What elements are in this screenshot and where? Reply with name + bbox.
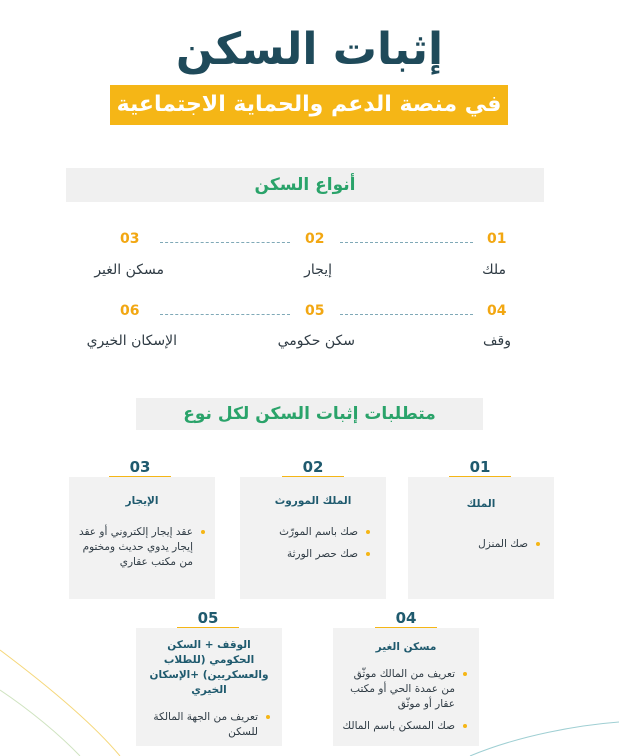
bullet-dot-icon	[266, 715, 270, 719]
list-item: صك باسم المورّث	[250, 525, 372, 540]
card-title: الوقف + السكن الحكومي (للطلاب والعسكريين) +الإسكان الخيري	[149, 639, 269, 696]
bullet-dot-icon	[536, 542, 540, 546]
card-list	[144, 710, 272, 740]
bullet-dot-icon	[463, 672, 467, 676]
card-list	[250, 525, 372, 562]
list-item: صك المنزل	[418, 537, 542, 552]
type-divider	[160, 314, 290, 315]
types-section-title: أنواع السكن	[254, 175, 356, 195]
card-list	[418, 537, 542, 552]
type-number-01: 01	[487, 231, 507, 247]
page-subtitle: في منصة الدعم والحماية الاجتماعية	[116, 92, 502, 117]
type-divider	[160, 242, 290, 243]
card-number-03: 03	[129, 458, 151, 476]
type-divider	[340, 314, 473, 315]
list-item: صك المسكن باسم المالك	[341, 719, 469, 734]
list-item: تعريف من الجهة المالكة للسكن	[144, 710, 272, 740]
card-number-04: 04	[395, 609, 417, 627]
page-title: إثبات السكن	[175, 24, 444, 75]
type-number-05: 05	[305, 303, 325, 319]
type-label-05: سكن حكومي	[277, 333, 355, 349]
bullet-dot-icon	[366, 552, 370, 556]
list-item: تعريف من المالك موثّق من عمدة الحي أو مكتب عقار أو موثّق	[341, 667, 469, 712]
requirement-card-05	[136, 628, 282, 746]
requirements-section-title: متطلبات إثبات السكن لكل نوع	[183, 404, 436, 424]
card-title: الإيجار	[125, 495, 159, 507]
type-divider	[340, 242, 473, 243]
card-number-05: 05	[197, 609, 219, 627]
type-label-03: مسكن الغير	[94, 262, 164, 278]
bullet-dot-icon	[201, 530, 205, 534]
bullet-dot-icon	[366, 530, 370, 534]
card-list	[75, 525, 207, 570]
type-label-01: ملك	[482, 262, 506, 278]
card-list	[341, 667, 469, 734]
bullet-dot-icon	[463, 724, 467, 728]
card-number-02: 02	[302, 458, 324, 476]
card-title: الملك الموروث	[274, 495, 352, 507]
list-item: صك حصر الورثة	[250, 547, 372, 562]
type-number-06: 06	[120, 303, 140, 319]
type-number-03: 03	[120, 231, 140, 247]
card-title: الملك	[466, 498, 496, 510]
type-number-02: 02	[305, 231, 325, 247]
requirement-card-01	[408, 477, 554, 599]
list-item: عقد إيجار إلكتروني أو عقد إيجار يدوي حديث ومختوم من مكتب عقاري	[75, 525, 207, 570]
requirement-card-03	[69, 477, 215, 599]
requirement-card-02	[240, 477, 386, 599]
requirement-card-04	[333, 628, 479, 746]
type-label-04: وقف	[483, 333, 511, 349]
card-number-01: 01	[469, 458, 491, 476]
type-label-02: إيجار	[304, 262, 332, 278]
type-number-04: 04	[487, 303, 507, 319]
type-label-06: الإسكان الخيري	[86, 333, 177, 349]
card-title: مسكن الغير	[375, 641, 437, 653]
